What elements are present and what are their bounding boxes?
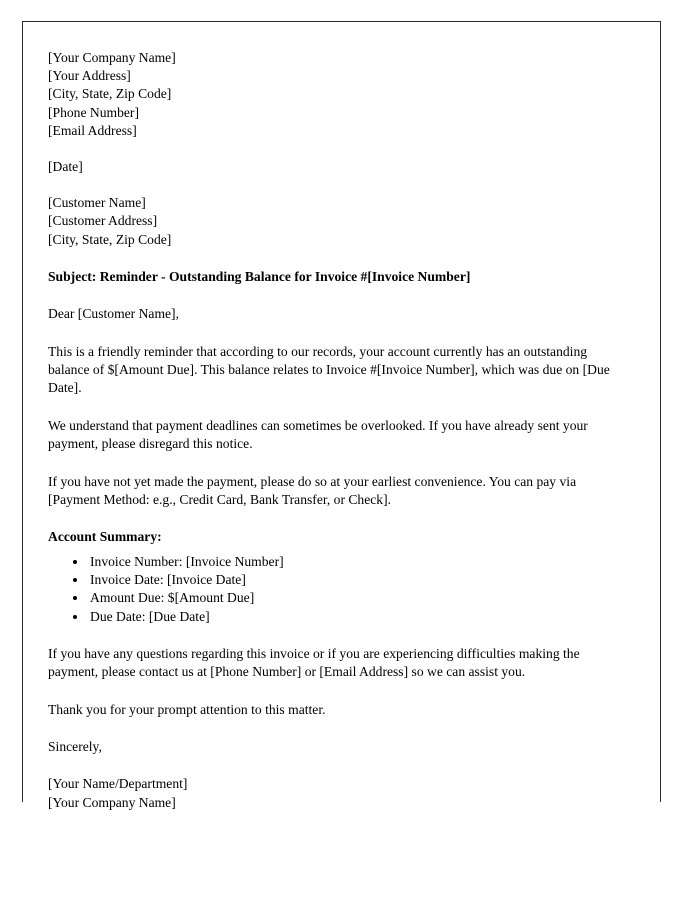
spacer <box>48 719 624 738</box>
list-item: • Invoice Date: [Invoice Date] <box>88 571 624 589</box>
letter-date-block <box>48 158 624 176</box>
paragraph-understanding: We understand that payment deadlines can sometimes be overlooked. If you have already sent your payment, please disregard this notice. <box>48 417 588 452</box>
spacer <box>48 249 624 268</box>
letter-content <box>48 49 624 812</box>
list-item: • Due Date: [Due Date] <box>88 608 624 626</box>
account-summary-heading: Account Summary: <box>48 529 162 545</box>
signer-name: [Your Name/Department] <box>48 776 188 792</box>
sender-phone: [Phone Number] <box>48 104 139 120</box>
list-item: • Invoice Number: [Invoice Number] <box>88 553 624 571</box>
paragraph-thanks: Thank you for your prompt attention to this matter. <box>48 701 326 717</box>
recipient-address: [Customer Address] <box>48 213 158 229</box>
sender-email: [Email Address] <box>48 122 137 138</box>
sender-address-block <box>48 49 624 140</box>
paragraph-intro: This is a friendly reminder that according to our records, your account currently has an outstanding balance of $[Amount Due]. This balance relates to Invoice #[Invoice Number], which was due on [Due Date]. <box>48 343 610 396</box>
spacer <box>48 626 624 645</box>
recipient-city-state-zip: [City, State, Zip Code] <box>48 231 172 247</box>
salutation: Dear [Customer Name], <box>48 306 179 322</box>
spacer <box>48 176 624 194</box>
spacer <box>48 682 624 701</box>
subject-line: Subject: Reminder - Outstanding Balance for Invoice #[Invoice Number] <box>48 268 471 284</box>
sign-off: Sincerely, <box>48 738 102 754</box>
spacer <box>48 140 624 158</box>
spacer <box>48 509 624 528</box>
sender-company: [Your Company Name] <box>48 50 176 65</box>
paragraph-questions: If you have any questions regarding this invoice or if you are experiencing difficulties making the payment, please contact us at [Phone Number] or [Email Address] so we can assist you. <box>48 645 580 680</box>
document-page <box>22 21 661 810</box>
spacer <box>48 756 624 775</box>
recipient-name: [Customer Name] <box>48 195 146 211</box>
signature-block <box>48 775 624 811</box>
spacer <box>48 398 624 417</box>
list-item: • Amount Due: $[Amount Due] <box>88 589 624 607</box>
letter-date: [Date] <box>48 159 83 175</box>
signer-company: [Your Company Name] <box>48 794 176 810</box>
sender-city-state-zip: [City, State, Zip Code] <box>48 86 172 102</box>
paragraph-payment-request: If you have not yet made the payment, please do so at your earliest convenience. You can pay via [Payment Method: e.g., Credit Card, Bank Transfer, or Check]. <box>48 473 577 508</box>
recipient-address-block <box>48 194 624 249</box>
spacer <box>48 286 624 305</box>
account-summary-list <box>48 553 624 626</box>
sender-address: [Your Address] <box>48 68 131 84</box>
spacer <box>48 454 624 473</box>
spacer <box>48 324 624 343</box>
